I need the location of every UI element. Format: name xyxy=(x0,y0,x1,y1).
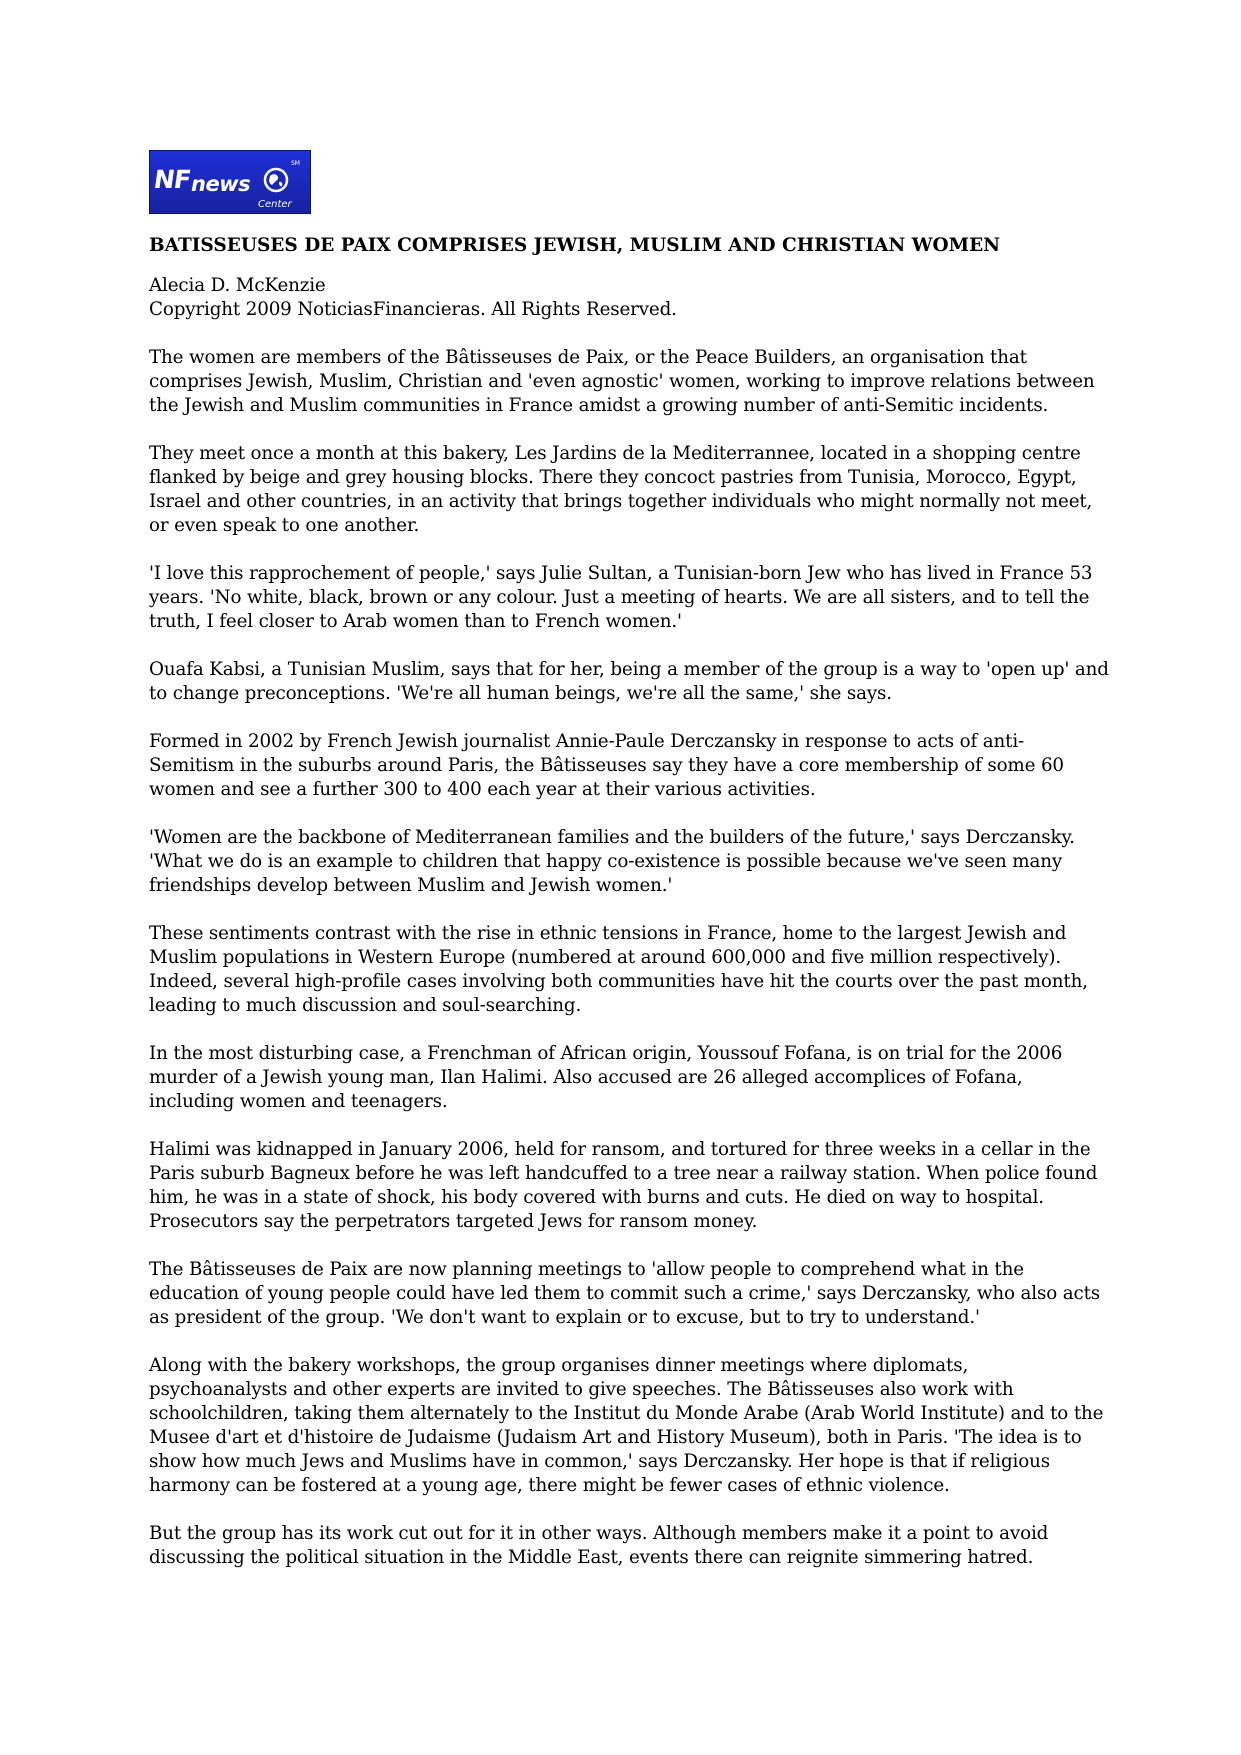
article-copyright: Copyright 2009 NoticiasFinancieras. All Rights Reserved. xyxy=(149,299,677,320)
article-byline xyxy=(149,274,1109,322)
article-paragraph: 'I love this rapprochement of people,' says Julie Sultan, a Tunisian-born Jew who has lived in France 53 years. 'No white, black, brown or any colour. Just a meeting of hearts. We are all sisters, and to tell the truth, I feel closer to Arab women than to French women.' xyxy=(149,563,1093,632)
logo-brand-text: NF xyxy=(151,165,193,194)
article-title: BATISSEUSES DE PAIX COMPRISES JEWISH, MUSLIM AND CHRISTIAN WOMEN xyxy=(149,235,1001,256)
nf-news-center-logo xyxy=(149,150,311,214)
article-paragraph: These sentiments contrast with the rise in ethnic tensions in France, home to the largest Jewish and Muslim populations in Western Europe (numbered at around 600,000 and five million respectively). Indeed, several high-profile cases involving both communities have hit the courts over the past month, leading to much discussion and soul-searching. xyxy=(149,923,1088,1016)
article-paragraph: Formed in 2002 by French Jewish journalist Annie-Paule Derczansky in response to acts of anti-Semitism in the suburbs around Paris, the Bâtisseuses say they have a core membership of some 60 women and see a further 300 to 400 each year at their various activities. xyxy=(149,731,1064,800)
article-paragraph: The women are members of the Bâtisseuses de Paix, or the Peace Builders, an organisation that comprises Jewish, Muslim, Christian and 'even agnostic' women, working to improve relations between the Jewish and Muslim communities in France amidst a growing number of anti-Semitic incidents. xyxy=(149,347,1095,416)
article-author: Alecia D. McKenzie xyxy=(149,275,326,296)
article-paragraph: Along with the bakery workshops, the group organises dinner meetings where diplomats, psychoanalysts and other experts are invited to give speeches. The Bâtisseuses also work with schoolchildren, taking them alternately to the Institut du Monde Arabe (Arab World Institute) and to the Musee d'art et d'histoire de Judaisme (Judaism Art and History Museum), both in Paris. 'The idea is to show how much Jews and Muslims have in common,' says Derczansky. Her hope is that if religious harmony can be fostered at a young age, there might be fewer cases of ethnic violence. xyxy=(149,1355,1104,1496)
article-paragraph: The Bâtisseuses de Paix are now planning meetings to 'allow people to comprehend what in the education of young people could have led them to commit such a crime,' says Derczansky, who also acts as president of the group. 'We don't want to explain or to excuse, but to try to understand.' xyxy=(149,1259,1101,1328)
logo-word-text: news xyxy=(191,172,251,196)
globe-icon xyxy=(263,167,289,193)
logo-sub-text: Center xyxy=(258,199,292,210)
article-paragraph: Ouafa Kabsi, a Tunisian Muslim, says that for her, being a member of the group is a way to 'open up' and to change preconceptions. 'We're all human beings, we're all the same,' she says. xyxy=(149,659,1109,704)
article-paragraph: They meet once a month at this bakery, Les Jardins de la Mediterrannee, located in a shopping centre flanked by beige and grey housing blocks. There they concoct pastries from Tunisia, Morocco, Egypt, Israel and other countries, in an activity that brings together individuals who might normally not meet, or even speak to one another. xyxy=(149,443,1093,536)
article-paragraph: But the group has its work cut out for it in other ways. Although members make it a point to avoid discussing the political situation in the Middle East, events there can reignite simmering hatred. xyxy=(149,1523,1049,1568)
document-page xyxy=(149,150,1109,1594)
article-paragraph: 'Women are the backbone of Mediterranean families and the builders of the future,' says Derczansky. 'What we do is an example to children that happy co-existence is possible because we've seen many friendships develop between Muslim and Jewish women.' xyxy=(149,827,1075,896)
logo-service-mark: SM xyxy=(291,160,300,167)
article-paragraph: Halimi was kidnapped in January 2006, held for ransom, and tortured for three weeks in a cellar in the Paris suburb Bagneux before he was left handcuffed to a tree near a railway station. When police found him, he was in a state of shock, his body covered with burns and cuts. He died on way to hospital. Prosecutors say the perpetrators targeted Jews for ransom money. xyxy=(149,1139,1098,1232)
article-paragraph: In the most disturbing case, a Frenchman of African origin, Youssouf Fofana, is on trial for the 2006 murder of a Jewish young man, Ilan Halimi. Also accused are 26 alleged accomplices of Fofana, including women and teenagers. xyxy=(149,1043,1063,1112)
